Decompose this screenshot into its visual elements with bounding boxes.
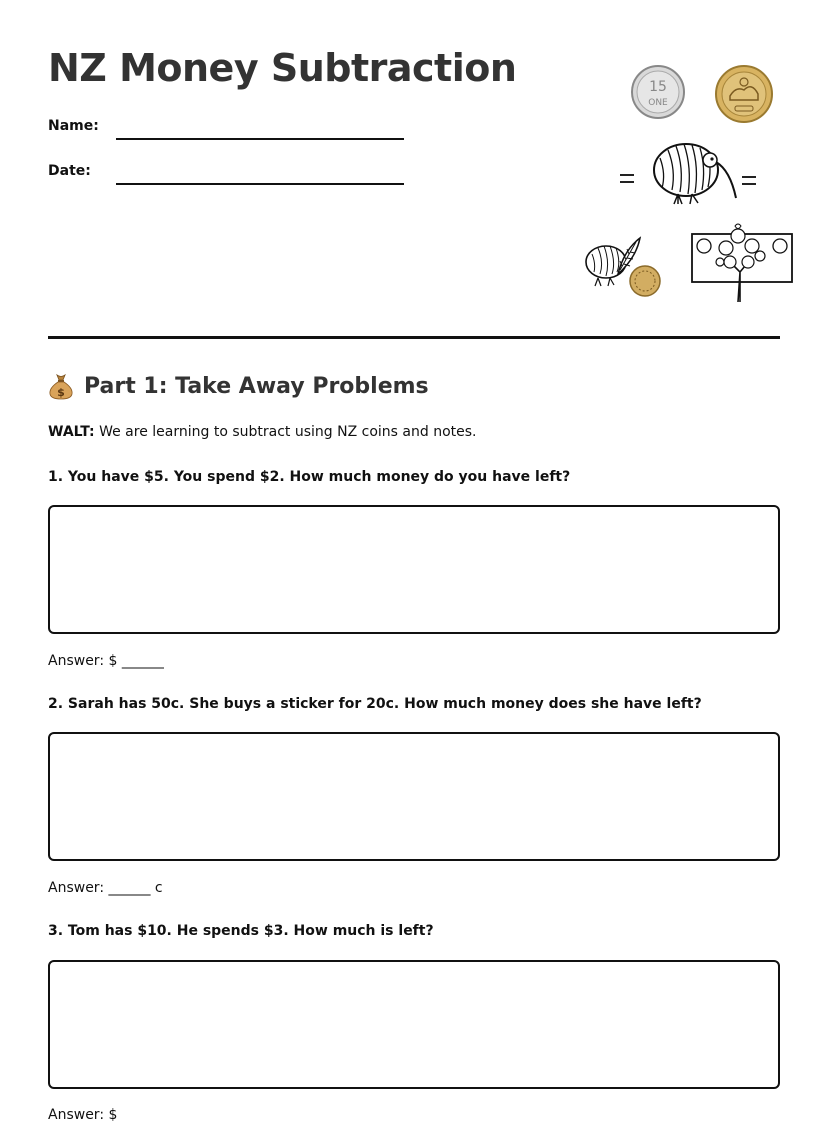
money-illustration: [528, 56, 788, 312]
gold-coin-icon: [714, 64, 774, 124]
question-3-answer[interactable]: Answer: $: [48, 1107, 118, 1123]
worksheet-page: [48, 0, 780, 1123]
question-2-text: 2. Sarah has 50c. She buys a sticker for 20c. How much money does she have left?: [48, 696, 702, 712]
question-3-text: 3. Tom has $10. He spends $3. How much is left?: [48, 923, 434, 939]
question-1-answer[interactable]: Answer: $ ______: [48, 653, 164, 669]
question-2-answer[interactable]: Answer: ______ c: [48, 880, 163, 896]
money-bag-icon: [48, 372, 74, 400]
silver-coin-subtext: ONE: [648, 98, 668, 108]
equals-sign-right: [740, 170, 758, 190]
part-1-heading: [48, 372, 429, 400]
page-title: NZ Money Subtraction: [48, 46, 517, 90]
date-label: Date:: [48, 163, 91, 179]
walt-line: [48, 424, 476, 440]
banknote-icon: [690, 222, 794, 304]
question-2-work-box[interactable]: [48, 732, 780, 861]
name-write-line[interactable]: [116, 138, 404, 140]
svg-text:$: $: [57, 386, 65, 399]
date-write-line[interactable]: [116, 183, 404, 185]
small-gold-coin-icon: [628, 264, 662, 298]
kiwi-bird-icon: [650, 138, 742, 208]
silver-coin-icon: [630, 64, 686, 120]
header-divider: [48, 336, 780, 339]
question-1-text: 1. You have $5. You spend $2. How much money do you have left?: [48, 469, 571, 485]
question-1-work-box[interactable]: [48, 505, 780, 634]
silver-coin-text: 15: [649, 79, 667, 95]
walt-label: WALT:: [48, 424, 95, 440]
equals-sign-left: [618, 168, 636, 188]
part-1-heading-text: Part 1: Take Away Problems: [84, 373, 429, 399]
question-3-work-box[interactable]: [48, 960, 780, 1089]
walt-text: We are learning to subtract using NZ coins and notes.: [94, 424, 477, 440]
name-label: Name:: [48, 118, 99, 134]
